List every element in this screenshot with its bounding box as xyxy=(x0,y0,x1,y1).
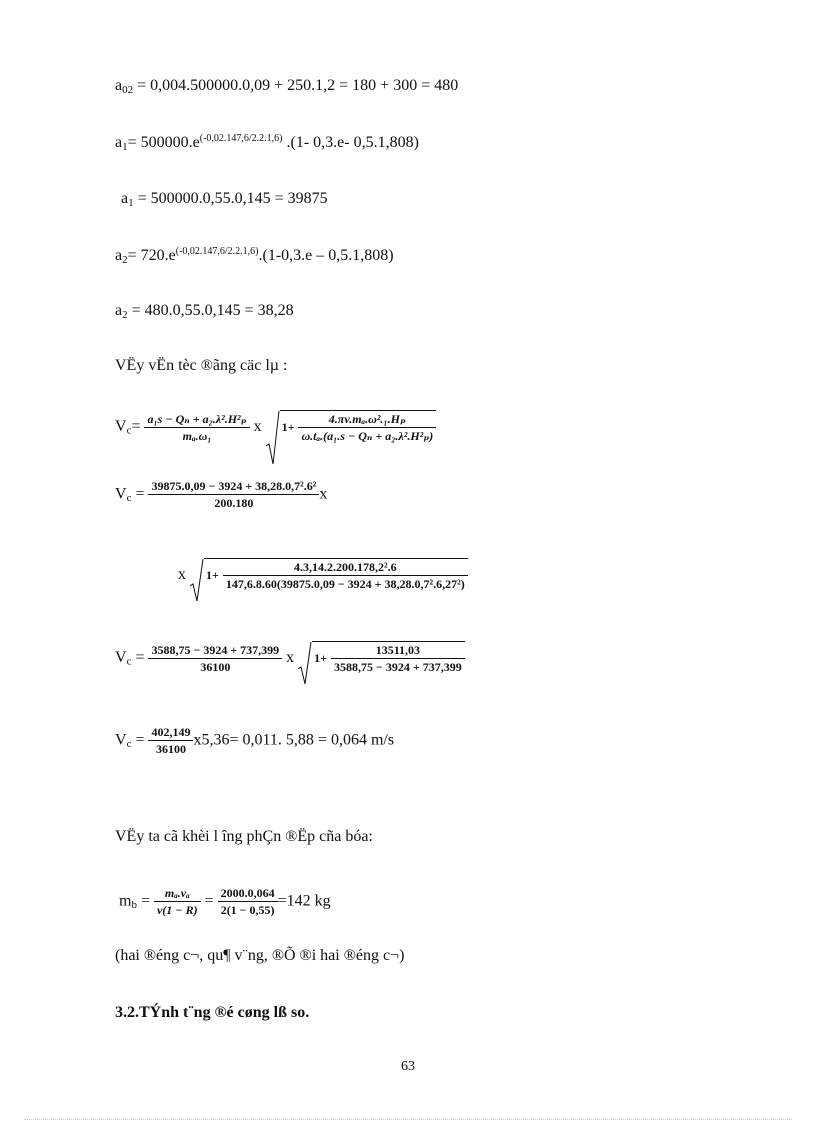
subscript: c xyxy=(126,738,132,751)
one-plus: 1+ xyxy=(206,568,219,582)
fraction xyxy=(154,885,201,918)
fraction xyxy=(144,411,249,444)
numerator: 4.3,14.2.200.178,2².6 xyxy=(223,559,468,576)
expression: =142 kg xyxy=(277,892,331,910)
note-text: (hai ®éng c¬, qu¶ v¨ng, ®Õ ®i hai ®éng c¬) xyxy=(115,947,405,964)
eq-a1-value xyxy=(121,191,328,209)
numerator: 39875.0,09 − 3924 + 38,28.0,7².6² xyxy=(148,478,319,495)
denominator: 36100 xyxy=(155,742,186,756)
equals: = xyxy=(204,892,214,910)
numerator: 13511,03 xyxy=(331,642,465,659)
subscript: c xyxy=(126,492,132,505)
fraction xyxy=(223,559,468,592)
var-v: V xyxy=(115,731,127,749)
var-m: m xyxy=(119,892,132,910)
denominator: 36100 xyxy=(200,659,231,674)
subscript: 1 xyxy=(128,197,134,209)
section-heading: 3.2.TÝnh t¨ng ®é cøng lß so. xyxy=(115,1004,310,1021)
subscript: 1 xyxy=(122,141,128,153)
square-root xyxy=(298,641,465,675)
exponent: (-0,02.147,6/2.2.1,6) xyxy=(199,133,283,144)
exponent: (-0,02.147,6/2.2.1,6) xyxy=(175,246,259,257)
times: x xyxy=(178,566,186,583)
denominator: ω.tₐ.(a₁.s − Qₙ + a₂.λ².H²ₚ) xyxy=(301,429,434,443)
fraction xyxy=(331,642,465,675)
var-a: a xyxy=(115,247,123,264)
fraction xyxy=(218,885,278,918)
numerator: 3588,75 − 3924 + 737,399 xyxy=(148,642,282,659)
expression: x5,36= 0,011. 5,88 = 0,064 m/s xyxy=(193,731,395,749)
subscript: 2 xyxy=(122,309,128,321)
numerator: a₁s − Qₙ + a₂.λ².H²ₚ xyxy=(144,411,249,428)
denominator: mₐ.ω₁ xyxy=(182,428,212,443)
eq-a1-formula xyxy=(115,134,419,153)
eq-a2-value xyxy=(115,303,294,321)
times: x xyxy=(253,418,262,435)
expression: = 0,004.500000.0,09 + 250.1,2 = 180 + 300 = 480 xyxy=(137,77,459,94)
radical-sign-icon xyxy=(266,410,280,466)
expression: = 480.0,55.0,145 = 38,28 xyxy=(131,302,294,319)
var-v: V xyxy=(115,418,127,435)
eq-vc-general xyxy=(115,410,436,444)
eq-vc-sub1 xyxy=(115,478,327,511)
fraction xyxy=(148,724,193,757)
equals: = xyxy=(135,485,145,503)
expression: = 500000.0,55.0,145 = 39875 xyxy=(137,190,328,207)
subscript: 2 xyxy=(122,254,128,266)
denominator: v(1 − R) xyxy=(156,903,198,917)
times: x xyxy=(319,485,328,503)
subscript: c xyxy=(126,655,132,668)
equals: = xyxy=(135,649,145,666)
var-a: a xyxy=(121,190,129,207)
expression: = 720.e xyxy=(127,247,176,264)
intro-text: VËy vËn tèc ®ãng cäc lµ : xyxy=(115,357,288,374)
radical-sign-icon xyxy=(298,641,312,685)
subscript: 02 xyxy=(122,84,134,96)
expression-tail: .(1-0,3.e – 0,5.1,808) xyxy=(258,247,394,264)
subscript: b xyxy=(131,899,137,912)
numerator: mₐ.vₐ xyxy=(154,885,201,902)
one-plus: 1+ xyxy=(314,651,328,665)
times: x xyxy=(286,649,295,666)
one-plus: 1+ xyxy=(281,420,295,434)
square-root xyxy=(190,558,468,592)
eq-vc-sub1-root xyxy=(178,558,468,592)
fraction xyxy=(148,642,282,675)
equals: = xyxy=(131,418,141,435)
var-a: a xyxy=(115,134,123,151)
fraction xyxy=(298,411,436,444)
denominator: 147,6.8.60(39875.0,09 − 3924 + 38,28.0,7².6,27²) xyxy=(225,577,465,591)
denominator: 3588,75 − 3924 + 737,399 xyxy=(334,660,462,674)
denominator: 2(1 − 0,55) xyxy=(220,903,275,917)
eq-a02 xyxy=(115,78,458,96)
square-root xyxy=(266,410,437,444)
eq-vc-sub2 xyxy=(115,641,465,675)
page-number: 63 xyxy=(401,1059,415,1074)
expression: = 500000.e xyxy=(127,134,200,151)
equals: = xyxy=(140,892,150,910)
eq-mb xyxy=(119,885,331,918)
numerator: 402,149 xyxy=(148,724,193,741)
eq-vc-final xyxy=(115,724,394,757)
eq-a2-formula xyxy=(115,247,394,266)
expression-tail: .(1- 0,3.e- 0,5.1,808) xyxy=(282,134,419,151)
radical-sign-icon xyxy=(190,558,204,602)
denominator: 200.180 xyxy=(214,496,254,510)
equals: = xyxy=(135,731,145,749)
var-v: V xyxy=(115,485,127,503)
intro-text-2: VËy ta cã khèi l îng phÇn ®Ëp cña bóa: xyxy=(115,828,373,845)
subscript: c xyxy=(126,424,132,437)
numerator: 2000.0,064 xyxy=(218,885,278,902)
fraction xyxy=(148,478,319,511)
var-a: a xyxy=(115,302,123,319)
var-a: a xyxy=(115,77,123,94)
var-v: V xyxy=(115,649,127,666)
numerator: 4.πv.mₐ.ω².₁.Hₚ xyxy=(298,411,436,428)
page-bottom-divider xyxy=(24,1119,792,1120)
